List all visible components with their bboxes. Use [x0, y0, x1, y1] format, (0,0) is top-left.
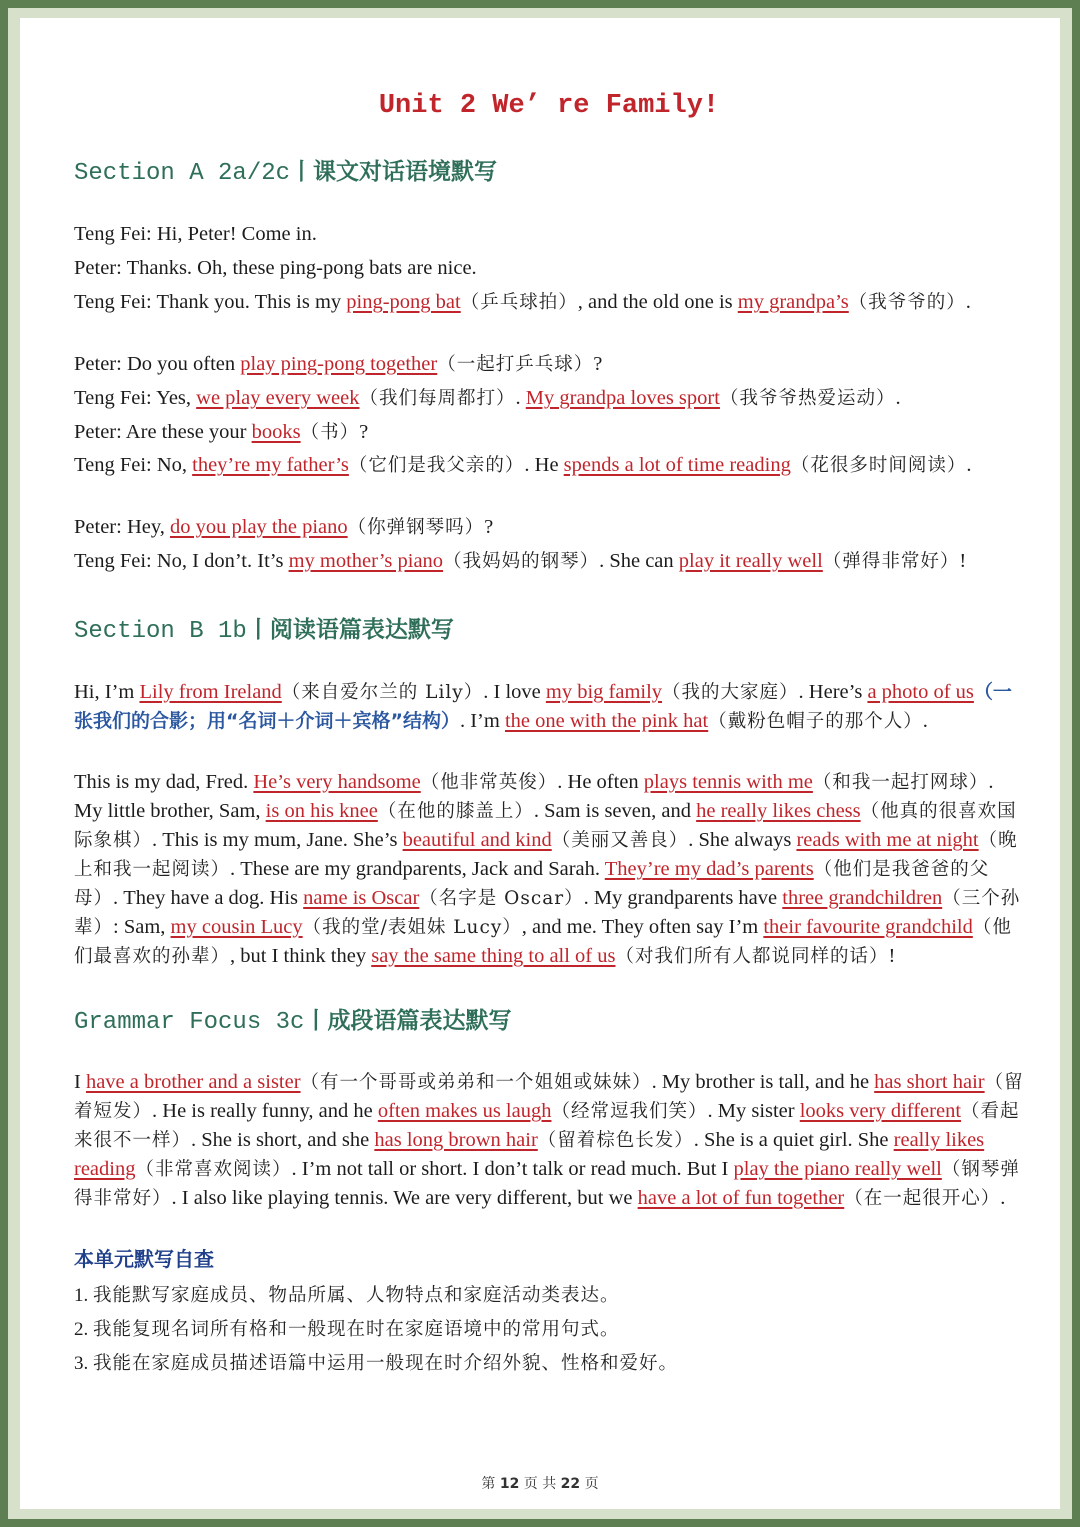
- answer-blank: say the same thing to all of us: [371, 945, 616, 967]
- answer-blank: have a brother and a sister: [85, 1071, 301, 1093]
- dialogue-line-2: Peter: Thanks. Oh, these ping-pong bats are nice.: [74, 257, 477, 279]
- text: , and the old one is: [577, 291, 738, 313]
- chinese-hint: （我爷爷热爱运动）: [719, 388, 896, 409]
- item-text: 我能复现名词所有格和一般现在时在家庭语境中的常用句式。: [93, 1319, 620, 1340]
- answer-blank: Lily from Ireland: [139, 681, 282, 703]
- section-c-code: Grammar Focus 3c: [74, 1009, 305, 1036]
- answer-blank: three grandchildren: [782, 887, 943, 909]
- text: ?: [359, 421, 369, 443]
- text: Teng Fei: Thank you. This is my: [74, 291, 347, 313]
- text: : Sam,: [113, 916, 171, 938]
- answer-blank: often makes us laugh: [377, 1100, 552, 1122]
- answer-blank: their favourite grandchild: [763, 916, 973, 938]
- answer-blank: plays tennis with me: [643, 771, 813, 793]
- text: . She is a quiet girl. She: [693, 1129, 894, 1151]
- self-check-item-1: [74, 1282, 620, 1310]
- answer-blank: my mother’s piano: [288, 550, 444, 572]
- dialogue-line-7: [74, 451, 1024, 480]
- text: . I’m: [459, 710, 505, 732]
- dialogue-line-8: [74, 513, 1024, 542]
- section-b-title: 阅读语篇表达默写: [269, 617, 454, 643]
- text: .: [966, 454, 972, 476]
- answer-blank: my cousin Lucy: [170, 916, 303, 938]
- text: . She can: [599, 550, 679, 572]
- chinese-hint: （他真的很喜欢国际象棋）: [74, 801, 1017, 851]
- text: . My grandparents have: [583, 887, 783, 909]
- answer-blank: my grandpa’s: [737, 291, 849, 313]
- section-c-title: 成段语篇表达默写: [327, 1008, 512, 1034]
- text: , but I think they: [230, 945, 372, 967]
- chinese-hint: （花很多时间阅读）: [790, 455, 967, 476]
- answer-blank: looks very different: [799, 1100, 962, 1122]
- page-footer: [20, 1473, 1060, 1493]
- footer-mid: 页 共: [523, 1476, 557, 1492]
- page-border: [8, 8, 1072, 1519]
- answer-blank: name is Oscar: [303, 887, 420, 909]
- text: .: [1000, 1187, 1006, 1209]
- chinese-hint: （来自爱尔兰的 Lily）: [281, 682, 484, 703]
- chinese-hint: （三个孙辈）: [74, 888, 1021, 938]
- text: .: [965, 291, 971, 313]
- text: Teng Fei: Yes,: [74, 387, 197, 409]
- chinese-hint: （对我们所有人都说同样的话）: [615, 946, 889, 967]
- answer-blank: we play every week: [196, 387, 360, 409]
- answer-blank: He’s very handsome: [253, 771, 421, 793]
- chinese-hint: （看起来很不一样）: [74, 1101, 1020, 1151]
- dialogue-line-9: [74, 547, 1024, 576]
- chinese-hint: （我爷爷的）: [848, 292, 966, 313]
- answer-blank: do you play the piano: [170, 516, 348, 538]
- chinese-hint: （你弹钢琴吗）: [347, 517, 485, 538]
- section-b-separator: 丨: [246, 617, 270, 643]
- text: . My brother is tall, and he: [651, 1071, 875, 1093]
- dialogue-line-5: [74, 384, 1024, 413]
- text: . I love: [483, 681, 546, 703]
- item-number: 2.: [74, 1319, 93, 1340]
- text: . These are my grandparents, Jack and Sarah.: [230, 858, 605, 880]
- text: .: [895, 387, 901, 409]
- text: Teng Fei: No, I don’t. It’s: [74, 550, 289, 572]
- total-pages: 22: [560, 1476, 581, 1492]
- answer-blank: is on his knee: [265, 800, 378, 822]
- section-c-heading: [74, 1005, 511, 1039]
- text: . She is short, and she: [191, 1129, 375, 1151]
- text: Hi, I’m: [74, 681, 140, 703]
- answer-blank: he really likes chess: [696, 800, 861, 822]
- answer-blank: they’re my father’s: [192, 454, 349, 476]
- text: ?: [593, 353, 603, 375]
- chinese-hint: （我的大家庭）: [662, 682, 799, 703]
- answer-blank: reads with me at night: [796, 829, 979, 851]
- answer-blank: my big family: [545, 681, 663, 703]
- text: . I also like playing tennis. We are very different, but we: [171, 1187, 638, 1209]
- dialogue-line-4: [74, 350, 1024, 379]
- text: Peter: Hey,: [74, 516, 171, 538]
- chinese-hint: （他非常英俊）: [420, 772, 558, 793]
- item-text: 我能默写家庭成员、物品所属、人物特点和家庭活动类表达。: [93, 1285, 620, 1306]
- chinese-hint: （我的堂/表姐妹 Lucy）: [302, 917, 522, 938]
- answer-blank: My grandpa loves sport: [525, 387, 720, 409]
- text: This is my dad, Fred.: [74, 771, 254, 793]
- unit-title: Unit 2 We’ re Family!: [378, 91, 720, 121]
- chinese-hint: （和我一起打网球）: [812, 772, 989, 793]
- section-a-code: Section A 2a/2c: [74, 160, 291, 187]
- text: !: [888, 945, 896, 967]
- dialogue-line-6: [74, 418, 1024, 447]
- section-c-separator: 丨: [304, 1008, 328, 1034]
- section-b-code: Section B 1b: [74, 618, 247, 645]
- reading-paragraph-1: [74, 678, 1024, 736]
- footer-post: 页: [584, 1476, 599, 1492]
- self-check-heading: 本单元默写自查: [74, 1247, 214, 1271]
- chinese-hint: （我妈妈的钢琴）: [443, 551, 600, 572]
- grammar-note: （一张我们的合影；用“名词＋介词＋宾格”结构）: [74, 681, 1012, 732]
- text: . She always: [688, 829, 797, 851]
- answer-blank: play it really well: [678, 550, 823, 572]
- text: . They have a dog. His: [113, 887, 304, 909]
- answer-blank: play the piano really well: [733, 1158, 942, 1180]
- answer-blank: has short hair: [874, 1071, 985, 1093]
- answer-blank: spends a lot of time reading: [563, 454, 791, 476]
- answer-blank: They’re my dad’s parents: [604, 858, 814, 880]
- text: . He is really funny, and he: [152, 1100, 378, 1122]
- dialogue-line-1: Teng Fei: Hi, Peter! Come in.: [74, 223, 317, 245]
- chinese-hint: （非常喜欢阅读）: [135, 1159, 292, 1180]
- text: ?: [484, 516, 494, 538]
- chinese-hint: （留着短发）: [74, 1072, 1024, 1122]
- item-number: 1.: [74, 1285, 93, 1306]
- answer-blank: play ping-pong together: [240, 353, 438, 375]
- chinese-hint: （它们是我父亲的）: [348, 455, 525, 476]
- answer-blank: books: [251, 421, 301, 443]
- chinese-hint: （在一起很开心）: [844, 1188, 1001, 1209]
- chinese-hint: （晚上和我一起阅读）: [74, 830, 1018, 880]
- chinese-hint: （经常逗我们笑）: [551, 1101, 708, 1122]
- text: .: [515, 387, 526, 409]
- text: . My sister: [707, 1100, 800, 1122]
- section-a-separator: 丨: [290, 159, 314, 185]
- text: . This is my mum, Jane. She’s: [152, 829, 403, 851]
- text: . He: [524, 454, 564, 476]
- chinese-hint: （他们是我爸爸的父母）: [74, 859, 990, 909]
- section-a-title: 课文对话语境默写: [313, 159, 498, 185]
- chinese-hint: （他们最喜欢的孙辈）: [74, 917, 1012, 967]
- section-a-heading: [74, 156, 497, 190]
- answer-blank: beautiful and kind: [402, 829, 552, 851]
- reading-paragraph-2: [74, 768, 1024, 971]
- text: Teng Fei: No,: [74, 454, 193, 476]
- answer-blank: has long brown hair: [374, 1129, 538, 1151]
- item-number: 3.: [74, 1353, 93, 1374]
- answer-blank: a photo of us: [867, 681, 974, 703]
- chinese-hint: （弹得非常好）: [822, 551, 960, 572]
- chinese-hint: （戴粉色帽子的那个人）: [708, 711, 923, 732]
- answer-blank: the one with the pink hat: [504, 710, 709, 732]
- text: .: [922, 710, 928, 732]
- chinese-hint: （名字是 Oscar）: [419, 888, 584, 909]
- chinese-hint: （乒乓球拍）: [460, 292, 578, 313]
- chinese-hint: （一起打乒乓球）: [437, 354, 594, 375]
- chinese-hint: （有一个哥哥或弟弟和一个姐姐或妹妹）: [300, 1072, 652, 1093]
- text: . Here’s: [798, 681, 868, 703]
- text: . I’m not tall or short. I don’t talk or read much. But I: [291, 1158, 734, 1180]
- answer-blank: have a lot of fun together: [637, 1187, 845, 1209]
- text: I: [74, 1071, 86, 1093]
- self-check-item-3: [74, 1350, 678, 1378]
- text: . He often: [557, 771, 644, 793]
- answer-blank: really likes reading: [74, 1129, 985, 1180]
- section-b-heading: [74, 614, 454, 648]
- item-text: 我能在家庭成员描述语篇中运用一般现在时介绍外貌、性格和爱好。: [93, 1353, 679, 1374]
- chinese-hint: （书）: [300, 422, 360, 443]
- current-page: 12: [499, 1476, 520, 1492]
- text: Peter: Do you often: [74, 353, 241, 375]
- worksheet-page: [20, 18, 1060, 1509]
- chinese-hint: （我们每周都打）: [359, 388, 516, 409]
- text: !: [959, 550, 967, 572]
- grammar-paragraph: [74, 1068, 1024, 1213]
- chinese-hint: （钢琴弹得非常好）: [74, 1159, 1020, 1209]
- self-check-item-2: [74, 1316, 620, 1344]
- footer-pre: 第: [481, 1476, 496, 1492]
- chinese-hint: （留着棕色长发）: [537, 1130, 694, 1151]
- text: . Sam is seven, and: [533, 800, 697, 822]
- chinese-hint: （在他的膝盖上）: [377, 801, 534, 822]
- text: , and me. They often say I’m: [521, 916, 764, 938]
- dialogue-line-3: [74, 288, 1024, 317]
- text: . My little brother, Sam,: [74, 771, 994, 822]
- text: Peter: Are these your: [74, 421, 252, 443]
- chinese-hint: （美丽又善良）: [551, 830, 689, 851]
- answer-blank: ping-pong bat: [346, 291, 461, 313]
